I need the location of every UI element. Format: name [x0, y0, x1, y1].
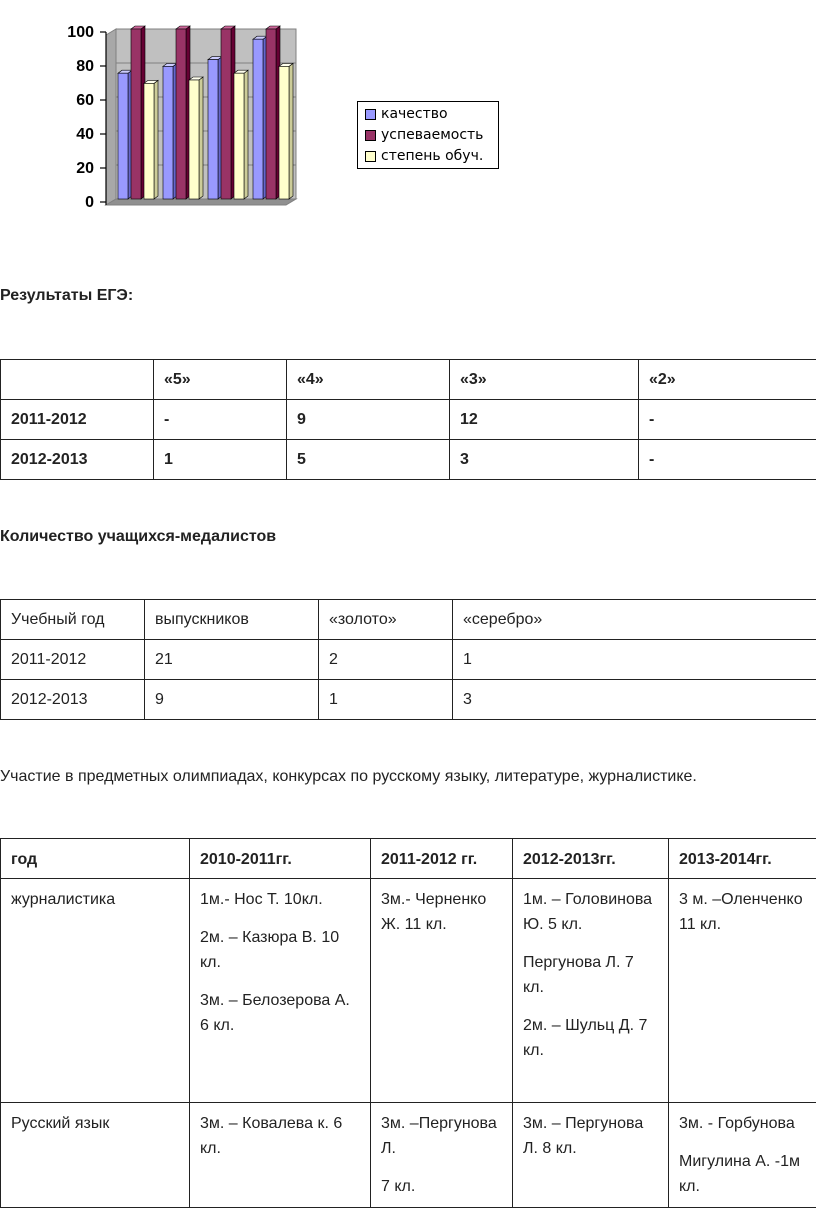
bar-0-1 [163, 63, 177, 199]
ege-heading: Результаты ЕГЭ: [0, 287, 134, 304]
bar-0-0 [118, 70, 132, 199]
olympiads-table [0, 838, 816, 1208]
legend-swatch [365, 130, 376, 141]
y-tick-label: 80 [76, 58, 94, 75]
bar-front [266, 29, 276, 199]
chart-legend [357, 101, 499, 169]
table-cell [513, 879, 669, 1103]
table-cell: 2012-2013 [1, 440, 154, 480]
bar-front [118, 73, 128, 199]
cell-text: 3м.- Черненко Ж. 11 кл. [381, 891, 487, 933]
y-tick-label: 20 [76, 160, 94, 177]
cell-text: 3м. – Белозерова А. 6 кл. [200, 992, 350, 1034]
table-cell: 2013-2014гг. [669, 839, 816, 879]
table-cell: 2010-2011гг. [190, 839, 371, 879]
table-cell [190, 879, 371, 1103]
legend-swatch [365, 151, 376, 162]
bar-0-3 [253, 36, 267, 199]
cell-text: 1м. – Головинова Ю. 5 кл. [523, 891, 653, 933]
y-axis [67, 24, 106, 211]
bar-1-3 [266, 26, 280, 199]
cell-text: 7 кл. [381, 1178, 416, 1195]
table-cell: «5» [154, 360, 287, 400]
cell-text: 3м. – Ковалева к. 6 кл. [200, 1115, 343, 1157]
table-cell: год [1, 839, 190, 879]
table-cell: «3» [450, 360, 639, 400]
table-cell: «серебро» [453, 600, 816, 640]
table-cell: 5 [287, 440, 450, 480]
cell-text: Пергунова Л. 7 кл. [523, 954, 634, 996]
table-header-row [1, 360, 816, 400]
table-cell: 2011-2012 гг. [371, 839, 513, 879]
olympiads-intro: Участие в предметных олимпиадах, конкурсах по русскому языку, литературе, журналистике. [0, 768, 697, 785]
table-cell: - [639, 440, 816, 480]
cell-text: Русский язык [11, 1115, 110, 1132]
cell-text: 3м. – Пергунова Л. 8 кл. [523, 1115, 644, 1157]
cell-text: 3м. –Пергунова Л. [381, 1115, 497, 1157]
table-row [1, 879, 816, 1103]
table-row [1, 640, 816, 680]
bar-front [163, 66, 173, 199]
legend-item-progress [365, 126, 483, 144]
table-cell [371, 879, 513, 1103]
table-cell [1, 1103, 190, 1208]
table-cell: 2 [319, 640, 453, 680]
bar-front [189, 80, 199, 199]
bar-front [279, 66, 289, 199]
results-bar-chart [0, 0, 340, 215]
table-cell [669, 879, 816, 1103]
table-cell [371, 1103, 513, 1208]
table-cell [1, 879, 190, 1103]
legend-swatch [365, 109, 376, 120]
bar-front [234, 73, 244, 199]
bar-2-2 [234, 70, 248, 199]
table-cell: 2011-2012 [1, 640, 145, 680]
bar-front [144, 83, 154, 199]
legend-item-learning [365, 147, 483, 165]
bar-front [221, 29, 231, 199]
bar-side [154, 80, 158, 199]
table-cell: 2012-2013гг. [513, 839, 669, 879]
legend-label: качество [381, 106, 448, 122]
bar-side [199, 77, 203, 199]
table-cell [669, 1103, 816, 1208]
cell-text: 2м. – Казюра В. 10 кл. [200, 929, 340, 971]
bar-side [244, 70, 248, 199]
bar-2-0 [144, 80, 158, 199]
legend-label: успеваемость [381, 127, 484, 143]
cell-text: 3 м. –Оленченко 11 кл. [679, 891, 803, 933]
medalists-heading: Количество учащихся-медалистов [0, 528, 277, 545]
cell-text: 2м. – Шульц Д. 7 кл. [523, 1017, 648, 1059]
table-row [1, 440, 816, 480]
table-header-row [1, 600, 816, 640]
bar-front [176, 29, 186, 199]
cell-text: 1м.- Нос Т. 10кл. [200, 891, 323, 908]
table-cell: 1 [154, 440, 287, 480]
table-cell: «2» [639, 360, 816, 400]
bar-front [208, 60, 218, 199]
table-cell: 1 [319, 680, 453, 720]
bar-1-0 [131, 26, 145, 199]
plot-floor [106, 199, 296, 205]
plot-side-wall [106, 29, 116, 205]
table-cell: 12 [450, 400, 639, 440]
table-cell: - [639, 400, 816, 440]
table-row [1, 400, 816, 440]
table-cell: 2011-2012 [1, 400, 154, 440]
table-row [1, 680, 816, 720]
medalists-table [0, 599, 816, 720]
y-tick-label: 0 [85, 194, 94, 211]
bar-2-1 [189, 77, 203, 199]
bar-1-1 [176, 26, 190, 199]
bar-front [253, 39, 263, 199]
table-row [1, 1103, 816, 1208]
table-cell: 3 [450, 440, 639, 480]
table-cell: выпускников [145, 600, 319, 640]
y-tick-label: 40 [76, 126, 94, 143]
y-tick-label: 60 [76, 92, 94, 109]
ege-results-table [0, 359, 816, 480]
cell-text: Мигулина А. -1м кл. [679, 1153, 800, 1195]
legend-label: степень обуч. [381, 148, 484, 164]
table-cell [1, 360, 154, 400]
table-cell: Учебный год [1, 600, 145, 640]
table-cell: «4» [287, 360, 450, 400]
table-cell [513, 1103, 669, 1208]
bar-front [131, 29, 141, 199]
cell-text: журналистика [11, 891, 116, 908]
table-cell: 2012-2013 [1, 680, 145, 720]
table-cell: 1 [453, 640, 816, 680]
table-cell: 9 [145, 680, 319, 720]
legend-item-quality [365, 105, 448, 123]
y-tick-label: 100 [67, 24, 94, 41]
bar-side [289, 63, 293, 199]
table-cell: - [154, 400, 287, 440]
bar-2-3 [279, 63, 293, 199]
table-cell: 9 [287, 400, 450, 440]
table-header-row [1, 839, 816, 879]
cell-text: 3м. - Горбунова [679, 1115, 795, 1132]
table-cell: 21 [145, 640, 319, 680]
table-cell: «золото» [319, 600, 453, 640]
table-cell: 3 [453, 680, 816, 720]
bar-0-2 [208, 57, 222, 199]
bar-1-2 [221, 26, 235, 199]
table-cell [190, 1103, 371, 1208]
